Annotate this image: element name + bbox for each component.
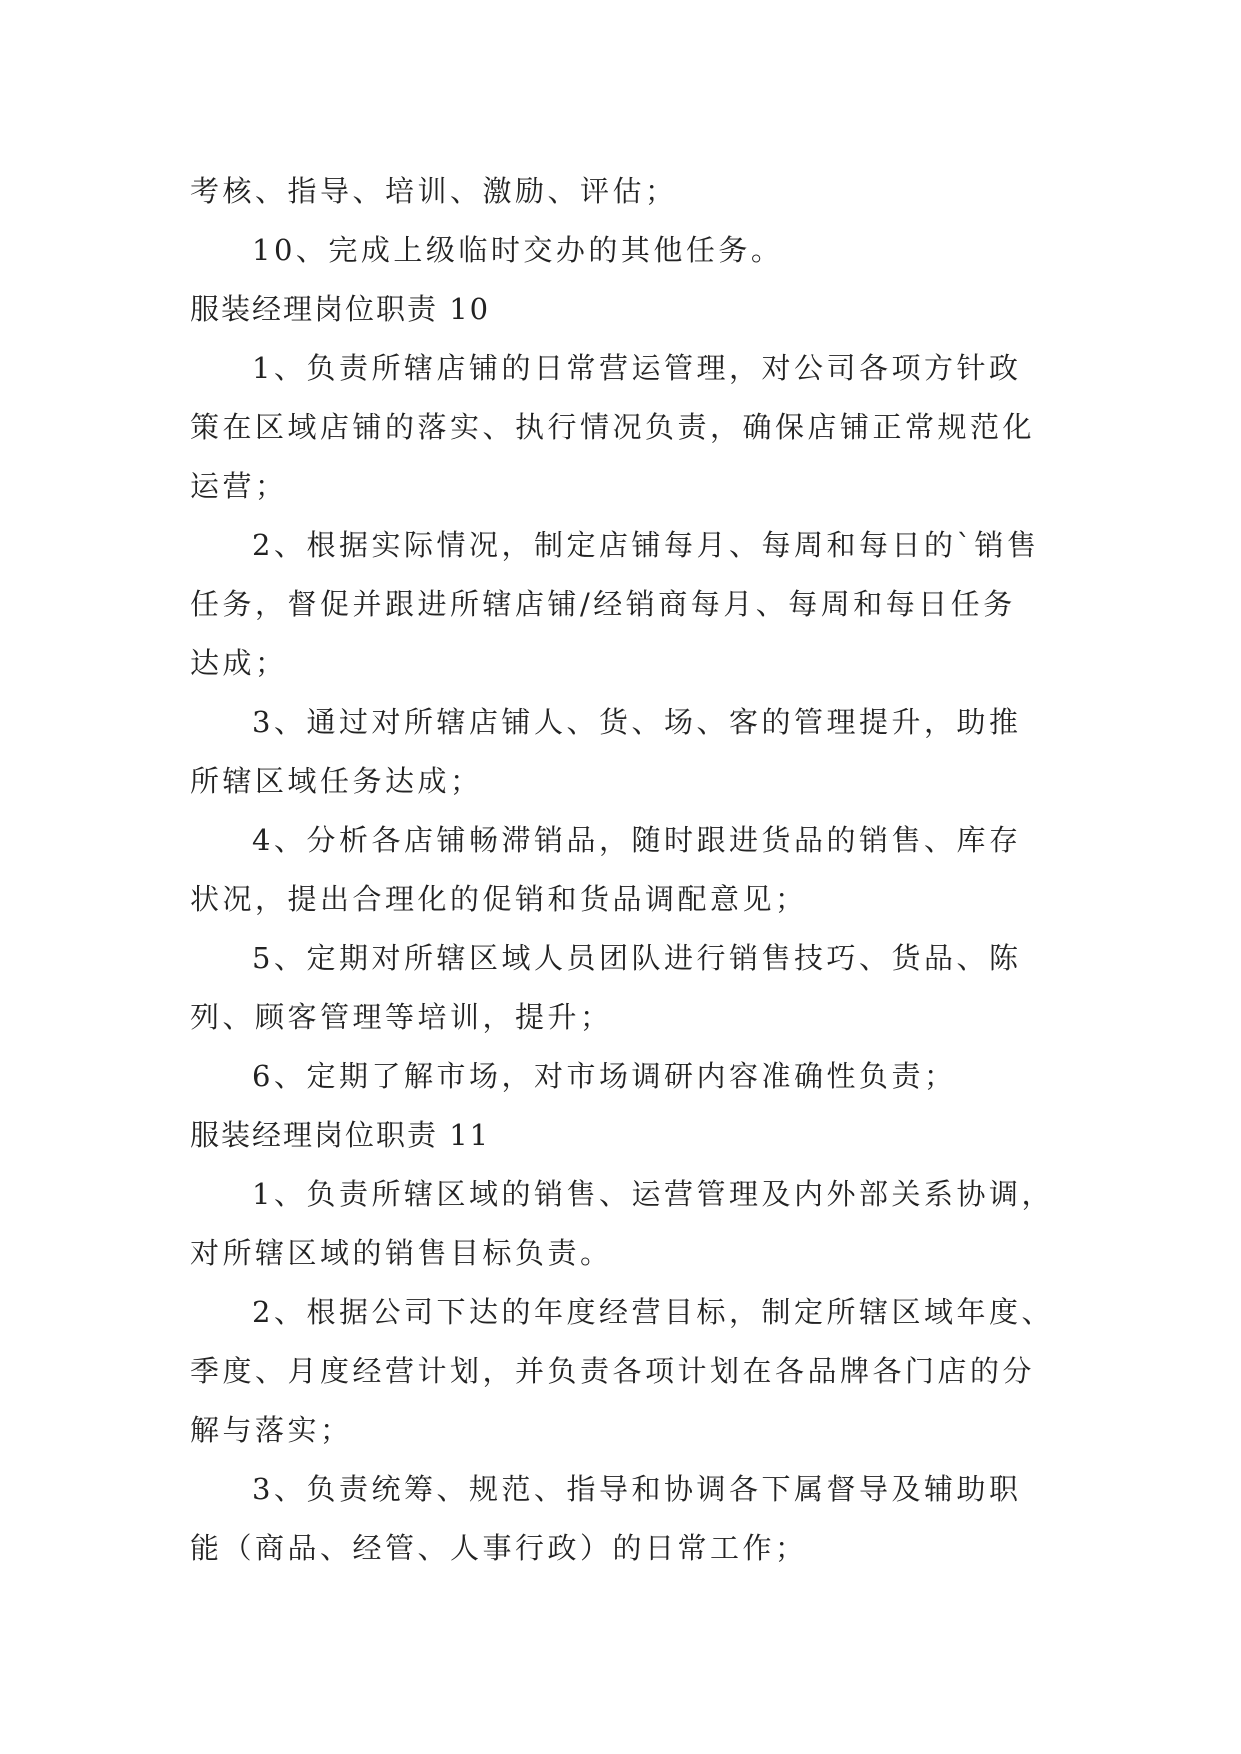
text-line: 考核、指导、培训、激励、评估； xyxy=(190,174,678,208)
text-line: 4、分析各店铺畅滞销品，随时跟进货品的销售、库存 xyxy=(252,823,1022,857)
text-line: 策在区域店铺的落实、执行情况负责，确保店铺正常规范化 xyxy=(190,410,1036,444)
section-heading: 服装经理岗位职责 10 xyxy=(190,292,491,326)
text-line: 达成； xyxy=(190,646,288,680)
text-line: 对所辖区域的销售目标负责。 xyxy=(190,1236,613,1270)
document-body xyxy=(190,162,1054,1578)
text-line: 能（商品、经管、人事行政）的日常工作； xyxy=(190,1531,808,1565)
text-line: 所辖区域任务达成； xyxy=(190,764,483,798)
text-line: 2、根据实际情况，制定店铺每月、每周和每日的`销售 xyxy=(252,528,1040,562)
text-line: 3、通过对所辖店铺人、货、场、客的管理提升，助推 xyxy=(252,705,1022,739)
text-line: 1、负责所辖区域的销售、运营管理及内外部关系协调， xyxy=(252,1177,1054,1211)
text-line: 列、顾客管理等培训，提升； xyxy=(190,1000,613,1034)
text-line: 6、定期了解市场，对市场调研内容准确性负责； xyxy=(252,1059,957,1093)
text-line: 季度、月度经营计划，并负责各项计划在各品牌各门店的分 xyxy=(190,1354,1036,1388)
text-line: 2、根据公司下达的年度经营目标，制定所辖区域年度、 xyxy=(252,1295,1054,1329)
section-heading: 服装经理岗位职责 11 xyxy=(190,1118,491,1152)
text-line: 任务，督促并跟进所辖店铺/经销商每月、每周和每日任务 xyxy=(190,587,1016,621)
text-line: 解与落实； xyxy=(190,1413,353,1447)
text-line: 状况，提出合理化的促销和货品调配意见； xyxy=(190,882,808,916)
text-line: 1、负责所辖店铺的日常营运管理，对公司各项方针政 xyxy=(252,351,1022,385)
text-line: 3、负责统筹、规范、指导和协调各下属督导及辅助职 xyxy=(252,1472,1022,1506)
text-line: 5、定期对所辖区域人员团队进行销售技巧、货品、陈 xyxy=(252,941,1022,975)
text-line: 10、完成上级临时交办的其他任务。 xyxy=(252,233,784,267)
text-line: 运营； xyxy=(190,469,288,503)
